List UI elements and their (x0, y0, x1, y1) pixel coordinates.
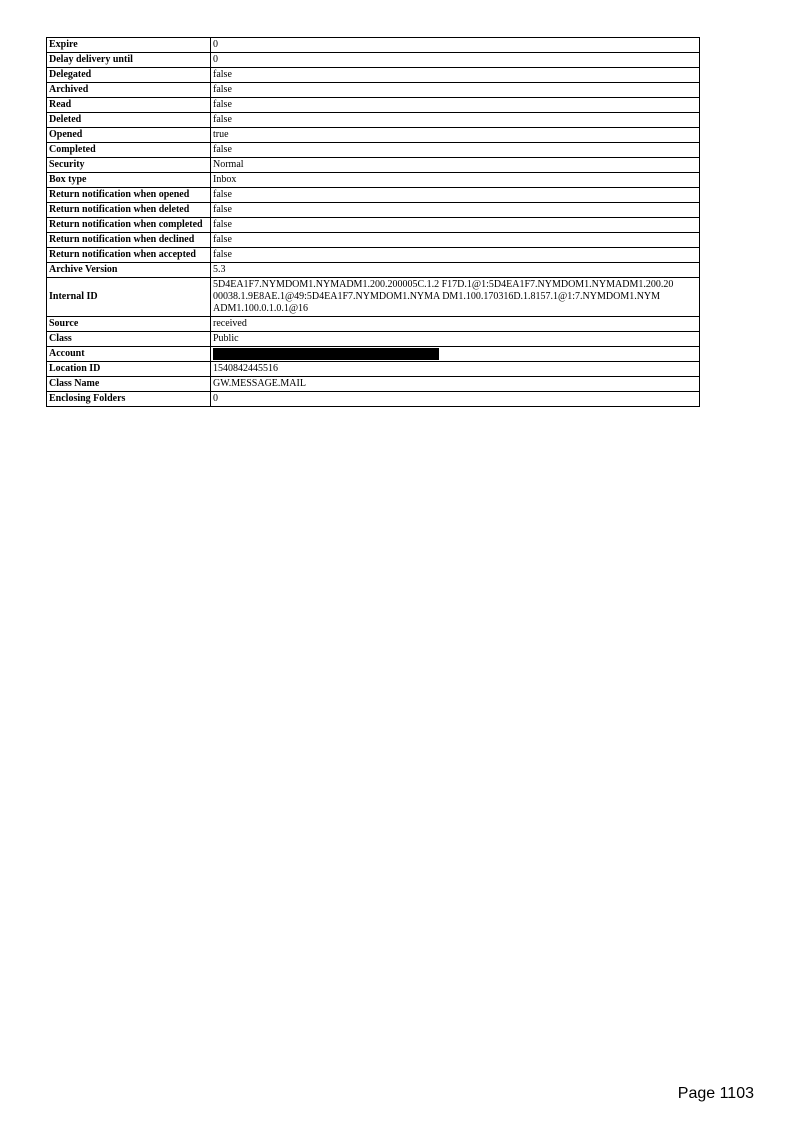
table-row (47, 53, 700, 68)
property-value: 0 (211, 38, 700, 53)
table-row (47, 263, 700, 278)
table-row (47, 248, 700, 263)
properties-table-body (47, 38, 700, 407)
property-key: Return notification when opened (47, 188, 211, 203)
property-key: Read (47, 98, 211, 113)
property-key: Location ID (47, 362, 211, 377)
property-key: Return notification when completed (47, 218, 211, 233)
table-row (47, 98, 700, 113)
property-key: Return notification when deleted (47, 203, 211, 218)
property-value: received (211, 317, 700, 332)
property-value: 5D4EA1F7.NYMDOM1.NYMADM1.200.200005C.1.2 F17D.1@1:5D4EA1F7.NYMDOM1.NYMADM1.200.20 00038.1.9E8AE.1@49:5D4EA1F7.NYMDOM1.NYMA DM1.100.170316D.1.8157.1@1:7.NYMDOM1.NYM ADM1.100.0.1.0.1@16 (211, 278, 700, 317)
property-key: Class (47, 332, 211, 347)
property-key: Security (47, 158, 211, 173)
property-value: false (211, 98, 700, 113)
table-row (47, 128, 700, 143)
table-row (47, 203, 700, 218)
page-number: Page 1103 (677, 1085, 754, 1102)
property-value: false (211, 188, 700, 203)
property-value: 5.3 (211, 263, 700, 278)
property-value: 0 (211, 53, 700, 68)
table-row (47, 113, 700, 128)
table-row (47, 188, 700, 203)
property-value: Normal (211, 158, 700, 173)
property-key: Return notification when accepted (47, 248, 211, 263)
table-row (47, 362, 700, 377)
property-key: Enclosing Folders (47, 392, 211, 407)
table-row (47, 317, 700, 332)
table-row (47, 347, 700, 362)
property-value: false (211, 218, 700, 233)
table-row (47, 83, 700, 98)
property-key: Opened (47, 128, 211, 143)
property-value-redacted (211, 347, 700, 362)
property-value: false (211, 143, 700, 158)
table-row (47, 377, 700, 392)
property-key: Internal ID (47, 278, 211, 317)
property-value: Inbox (211, 173, 700, 188)
property-value: false (211, 68, 700, 83)
properties-table (46, 37, 700, 407)
property-key: Return notification when declined (47, 233, 211, 248)
property-value: false (211, 203, 700, 218)
table-row (47, 68, 700, 83)
table-row (47, 143, 700, 158)
property-value: false (211, 83, 700, 98)
property-key: Delegated (47, 68, 211, 83)
table-row (47, 218, 700, 233)
property-key: Deleted (47, 113, 211, 128)
redaction-bar (213, 348, 439, 360)
property-key: Expire (47, 38, 211, 53)
property-value: GW.MESSAGE.MAIL (211, 377, 700, 392)
property-value: 0 (211, 392, 700, 407)
property-value: false (211, 233, 700, 248)
property-key: Archive Version (47, 263, 211, 278)
property-key: Delay delivery until (47, 53, 211, 68)
property-value: 1540842445516 (211, 362, 700, 377)
property-value: false (211, 113, 700, 128)
property-value: Public (211, 332, 700, 347)
property-key: Source (47, 317, 211, 332)
table-row (47, 392, 700, 407)
property-key: Class Name (47, 377, 211, 392)
property-key: Account (47, 347, 211, 362)
table-row (47, 278, 700, 317)
property-key: Archived (47, 83, 211, 98)
table-row (47, 173, 700, 188)
property-value: true (211, 128, 700, 143)
property-key: Box type (47, 173, 211, 188)
table-row (47, 158, 700, 173)
table-row (47, 38, 700, 53)
property-value: false (211, 248, 700, 263)
property-key: Completed (47, 143, 211, 158)
table-row (47, 233, 700, 248)
table-row (47, 332, 700, 347)
